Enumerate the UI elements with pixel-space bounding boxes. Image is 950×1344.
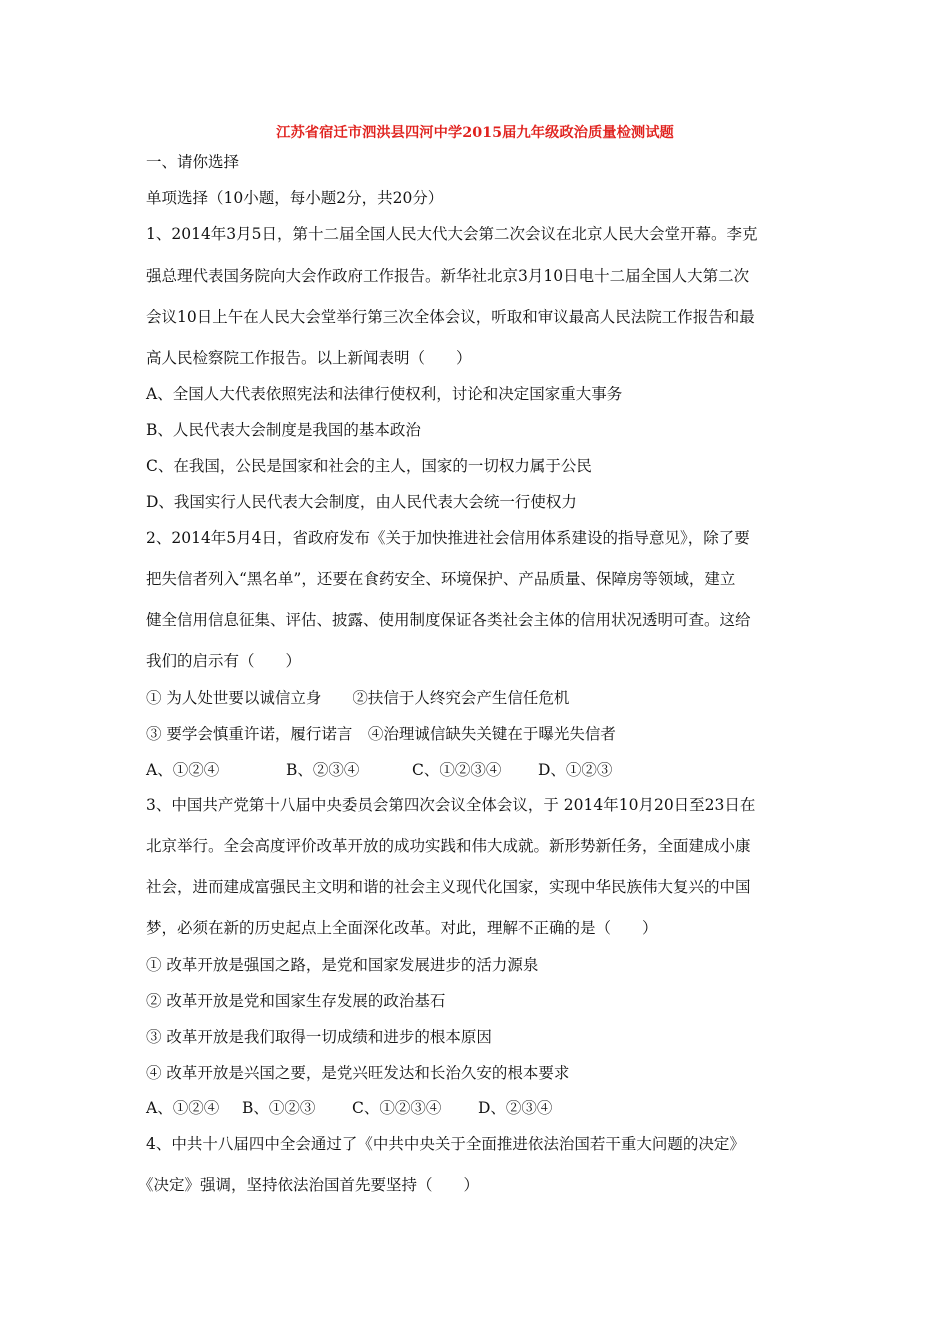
q2-choices [146,760,612,780]
q3-choice-d: D、②③④ [478,1099,553,1117]
document-title: 江苏省宿迁市泗洪县四河中学2015届九年级政治质量检测试题 [276,125,674,141]
q3-statement-2: ② 改革开放是党和国家生存发展的政治基石 [146,992,446,1010]
q4-line-2: 《决定》强调，坚持依法治国首先要坚持（ ） [138,1176,480,1194]
q1-option-a: A、全国人大代表依照宪法和法律行使权利，讨论和决定国家重大事务 [146,385,623,403]
q3-choices [146,1098,552,1118]
q2-choice-c: C、①②③④ [412,761,502,779]
q3-statement-1: ① 改革开放是强国之路，是党和国家发展进步的活力源泉 [146,956,539,974]
section-instructions: 单项选择（10小题，每小题2分，共20分） [146,189,444,207]
q3-line-2: 北京举行。全会高度评价改革开放的成功实践和伟大成就。新形势新任务，全面建成小康 [146,837,751,855]
q2-line-4: 我们的启示有（ ） [146,652,302,670]
q1-option-b: B、人民代表大会制度是我国的基本政治 [146,421,421,439]
q1-line-2: 强总理代表国务院向大会作政府工作报告。新华社北京3月10日电十二届全国人大第二次 [146,267,750,285]
q3-line-1: 3、中国共产党第十八届中央委员会第四次会议全体会议，于 2014年10月20日至23日在 [146,796,756,814]
q3-line-4: 梦，必须在新的历史起点上全面深化改革。对此，理解不正确的是（ ） [146,919,658,937]
q1-line-4: 高人民检察院工作报告。以上新闻表明（ ） [146,349,472,367]
q2-line-1: 2、2014年5月4日，省政府发布《关于加快推进社会信用体系建设的指导意见》，除了要 [146,529,750,547]
q3-choice-a: A、①②④ [146,1099,220,1117]
q1-line-3: 会议10日上午在人民大会堂举行第三次全体会议，听取和审议最高人民法院工作报告和最 [146,308,755,326]
q3-choice-c: C、①②③④ [352,1099,442,1117]
q2-choice-a: A、①②④ [146,761,220,779]
q2-line-3: 健全信用信息征集、评估、披露、使用制度保证各类社会主体的信用状况透明可查。这给 [146,611,751,629]
q2-statements-2: ③ 要学会慎重许诺，履行诺言 ④治理诚信缺失关键在于曝光失信者 [146,725,616,743]
q3-line-3: 社会，进而建成富强民主文明和谐的社会主义现代化国家，实现中华民族伟大复兴的中国 [146,878,751,896]
q2-statements-1: ① 为人处世要以诚信立身 ②扶信于人终究会产生信任危机 [146,689,570,707]
q2-choice-b: B、②③④ [286,761,360,779]
q3-statement-3: ③ 改革开放是我们取得一切成绩和进步的根本原因 [146,1028,492,1046]
q3-choice-b: B、①②③ [242,1099,316,1117]
q3-statement-4: ④ 改革开放是兴国之要，是党兴旺发达和长治久安的根本要求 [146,1064,570,1082]
q2-line-2: 把失信者列入“黑名单”，还要在食药安全、环境保护、产品质量、保障房等领域，建立 [146,570,736,588]
q4-line-1: 4、中共十八届四中全会通过了《中共中央关于全面推进依法治国若干重大问题的决定》 [146,1135,745,1153]
q1-option-c: C、在我国，公民是国家和社会的主人，国家的一切权力属于公民 [146,457,592,475]
q1-option-d: D、我国实行人民代表大会制度，由人民代表大会统一行使权力 [146,493,577,511]
q2-choice-d: D、①②③ [538,761,613,779]
q1-line-1: 1、2014年3月5日，第十二届全国人民大代大会第二次会议在北京人民大会堂开幕。李克 [146,225,758,243]
section-heading: 一、请你选择 [146,153,240,171]
